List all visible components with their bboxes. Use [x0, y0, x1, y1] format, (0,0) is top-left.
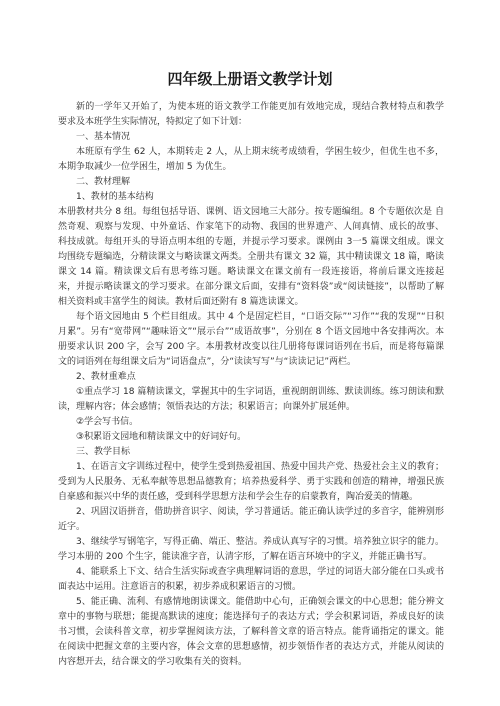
document-title: 四年级上册语文教学计划 — [167, 70, 333, 88]
paragraph: 1、在语言文字训练过程中，使学生受到热爱祖国、热爱中国共产党、热爱社会主义的教育；受到为人民服务、无私奉献等思想品德教育；培养热爱科学、勇于实践和创造的精神，增强民族自豪感和振兴中华的责任感，受到科学思想方法和学会生存的启蒙教育，陶冶爱美的情趣。 — [58, 462, 444, 502]
paragraph: 新的一学年又开始了，为使本班的语文教学工作能更加有效地完成，现结合教材特点和教学要求及本班学生实际情况，特拟定了如下计划： — [58, 102, 444, 127]
paragraph: ③积累语文园地和精读课文中的好词好句。 — [76, 432, 247, 442]
paragraph: 4、能联系上下文、结合生活实际或查字典理解词语的意思，学过的词语大部分能在口头或书面表达中运用。注意语言的积累，初步养成积累语言的习惯。 — [58, 567, 444, 592]
document-body — [58, 100, 444, 670]
paragraph: 每个语文园地由 5 个栏目组成。其中 4 个是固定栏目，“口语交际”“习作”“我的发现”“日积月累”。另有“宽带网”“趣味语文”“展示台”“成语故事”，分别在 8 个语文园地中各安排两次。本册要求认识 200 字，会写 200 字。本册教材改变以往几册将每课词语列在书后，而是将每篇课文的词语列在每组课文后为“词语盘点”，分“读读写写”与“读读记记”两栏。 — [58, 312, 444, 367]
paragraph: 2、巩固汉语拼音，借助拼音识字、阅读，学习普通话。能正确认读学过的多音字，能辨别形近字。 — [58, 507, 444, 532]
paragraph: 本册教材共分 8 组。每组包括导语、课例、语文园地三大部分。按专题编组。8 个专题依次是 自然奇观、观察与发现、中外童话、作家笔下的动物、我国的世界遗产、人间真情、成长的故事、科技成就。每组开头的导语点明本组的专题，并提示学习要求。课例由 3一5 篇课文组成。课文均围绕专题编选，分精读课文与略读课文两类。全册共有课文 32 篇，其中精读课文 18 篇，略读课文 14 篇。精读课文后有思考练习题。略读课文在课文前有一段连接语，将前后课文连接起来，并提示略读课文的学习要求。在部分课文后面，安排有“资料袋”或“阅读链接”，以帮助了解相关资料或丰富学生的阅读。教材后面还附有 8 篇选读课文。 — [58, 207, 444, 307]
paragraph: 1、教材的基本结构 — [76, 192, 154, 202]
paragraph: 二、教材理解 — [76, 177, 131, 187]
paragraph: 三、教学目标 — [76, 447, 131, 457]
paragraph: ①重点学习 18 篇精读课文，掌握其中的生字词语，重视朗朗训练、默读训练。练习朗读和默读，理解内容；体会感情；领悟表达的方法；积累语言；向课外扩展延伸。 — [58, 387, 444, 412]
paragraph: 2、教材重难点 — [76, 372, 136, 382]
paragraph: 5、能正确、流利、有感情地朗读课文。能借助中心句，正确领会课文的中心思想；能分辨文章中的事物与联想；能提高默读的速度；能选择句子的表达方式；学会积累词语，养成良好的读书习惯，会读科普文章，初步掌握阅读方法，了解科普文章的语言特点。能背诵指定的课文。能在阅读中把握文章的主要内容，体会文章的思想感情，初步领悟作者的表达方式，并能从阅读的内容想开去，结合课文的学习收集有关的资料。 — [58, 597, 444, 667]
paragraph: 一、基本情况 — [76, 132, 131, 142]
paragraph: 本班原有学生 62 人，本期转走 2 人，从上期末统考成绩看，学困生较少，但优生也不多，本期争取减少一位学困生，增加 5 为优生。 — [58, 147, 444, 172]
paragraph: ②学会写书信。 — [76, 417, 139, 427]
paragraph: 3、继续学写钢笔字，写得正确、端正、整洁。养成认真写字的习惯。培养独立识字的能力。学习本册的 200 个生字，能读准字音，认清字形，了解在语言环境中的字义，并能正确书写。 — [58, 537, 444, 562]
